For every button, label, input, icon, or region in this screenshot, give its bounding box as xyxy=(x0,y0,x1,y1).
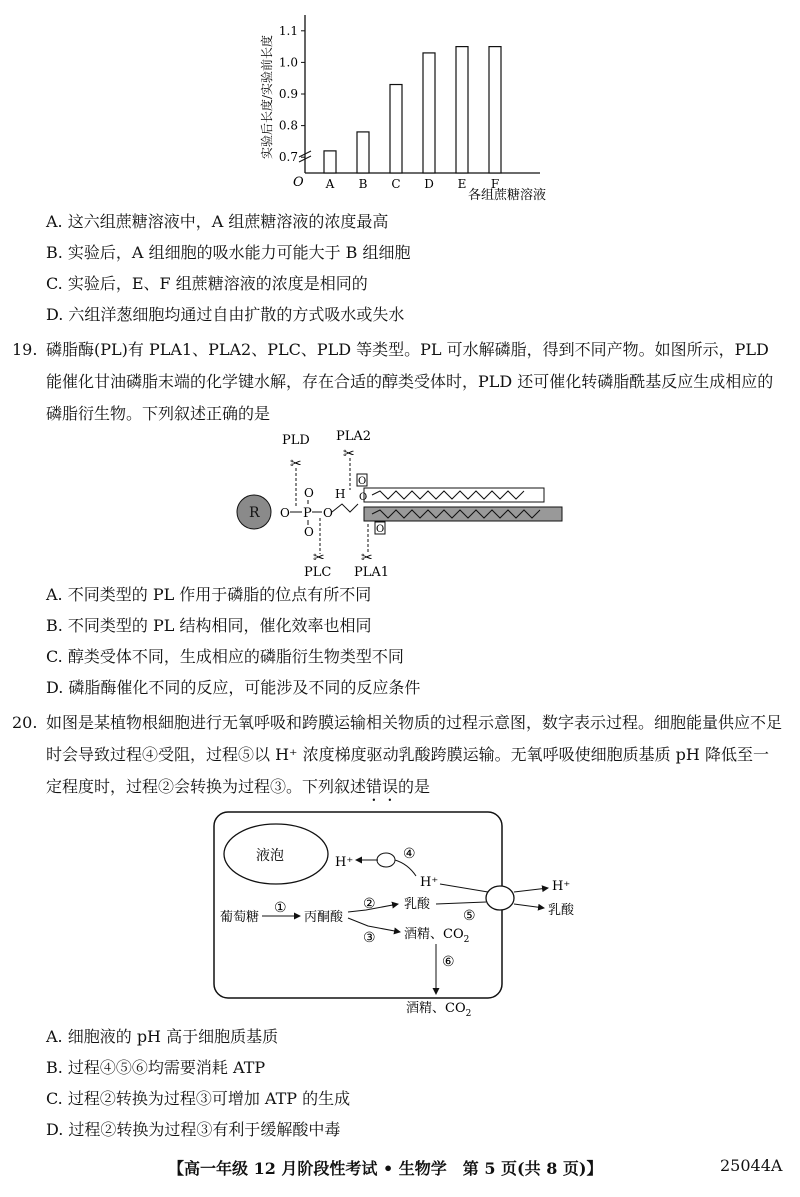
x-tick-label: C xyxy=(391,177,401,191)
q18-option-d: D. 六组洋葱细胞均通过自由扩散的方式吸水或失水 xyxy=(46,305,405,324)
y-tick-label: 0.8 xyxy=(278,118,298,133)
o-up: O xyxy=(304,486,314,500)
r-label: R xyxy=(249,505,260,521)
q19-number: 19. xyxy=(12,340,38,359)
q20-option-a: A. 细胞液的 pH 高于细胞质基质 xyxy=(46,1027,279,1046)
step-6: ⑥ xyxy=(442,954,455,970)
scissors-icon: ✂ xyxy=(290,456,302,472)
x-tick-label: E xyxy=(457,177,467,191)
chart-xlabel: 各组蔗糖溶液 xyxy=(467,188,547,203)
o-upper-link: O xyxy=(359,492,368,503)
bar-B xyxy=(357,132,369,173)
step-1: ① xyxy=(274,900,287,916)
o-upper-ester: O xyxy=(358,476,367,487)
x-tick-label: B xyxy=(358,177,368,191)
q19-option-b: B. 不同类型的 PL 结构相同，催化效率也相同 xyxy=(46,616,372,635)
q20-stem-main: 如图是某植物根細胞进行无氧呼吸和跨膜运输相关物质的过程示意图，数字表示过程。细胞能量供应不足时会导致过程④受阻，过程⑤以 H⁺ 浓度梯度驱动乳酸跨膜运输。无氧呼吸使细胞质基质 pH 降低至一定程度时，过程②会转换为过程③。下列叙述 xyxy=(46,713,783,796)
q18-option-a: A. 这六组蔗糖溶液中，A 组蔗糖溶液的浓度最高 xyxy=(46,212,389,231)
q20-option-c: C. 过程②转换为过程③可增加 ATP 的生成 xyxy=(46,1089,351,1108)
ethanol-label: 酒精、$CO_2$ xyxy=(404,927,470,945)
pld-label: PLD xyxy=(282,433,310,448)
fatty-acid-chain-upper xyxy=(364,488,544,502)
h-cytosol: H⁺ xyxy=(420,875,439,890)
q20-stem-emphasis: 错误 xyxy=(366,777,399,796)
pyruvate-label: 丙酮酸 xyxy=(304,910,344,925)
lactate-label: 乳酸 xyxy=(404,897,431,912)
bar-D xyxy=(423,53,435,173)
chart-ylabel: 实验后长度/实验前长度 xyxy=(260,34,274,160)
q20-number: 20. xyxy=(12,713,38,732)
scissors-icon: ✂ xyxy=(361,550,373,566)
vacuole-label: 液泡 xyxy=(256,848,284,864)
pla2-label: PLA2 xyxy=(336,429,372,444)
o-lower-ester: O xyxy=(376,524,385,535)
fatty-acid-chain-lower xyxy=(364,507,562,521)
bar-chart xyxy=(255,5,555,205)
step-5: ⑤ xyxy=(463,908,476,924)
x-tick-label: A xyxy=(325,177,335,191)
q20-stem xyxy=(46,707,784,805)
plc-label: PLC xyxy=(304,565,332,578)
h-outside: H⁺ xyxy=(552,879,571,894)
p-atom: P xyxy=(303,506,312,521)
o-left: O xyxy=(280,506,290,520)
q19-option-d: D. 磷脂酶催化不同的反应，可能涉及不同的反应条件 xyxy=(46,678,421,697)
step-3: ③ xyxy=(363,930,376,946)
y-tick-label: 1.1 xyxy=(278,23,298,38)
o-down: O xyxy=(304,525,314,539)
x-tick-label: D xyxy=(424,177,434,191)
h-atom: H xyxy=(335,487,346,501)
x-tick-label: F xyxy=(490,177,500,191)
footer-code: 25044A xyxy=(720,1156,783,1175)
y-tick-label: 1.0 xyxy=(278,55,298,70)
step-4: ④ xyxy=(403,846,416,862)
o-right: O xyxy=(323,506,333,520)
cell-diagram xyxy=(208,808,608,1020)
y-tick-label: 0.7 xyxy=(278,150,298,165)
bar-F xyxy=(489,47,501,173)
q20-option-d: D. 过程②转换为过程③有利于缓解酸中毒 xyxy=(46,1120,341,1139)
phospholipase-diagram xyxy=(232,428,572,578)
step-2: ② xyxy=(363,896,376,912)
y-tick-label: 0.9 xyxy=(278,87,298,101)
q19-stem: 磷脂酶(PL)有 PLA1、PLA2、PLC、PLD 等类型。PL 可水解磷脂，得到不同产物。如图所示，PLD 能催化甘油磷脂末端的化学键水解，存在合适的醇类受体时，PLD 还可催化转磷脂酰基反应生成相应的磷脂衍生物。下列叙述正确的是 xyxy=(46,340,774,423)
q18-option-c: C. 实验后，E、F 组蔗糖溶液的浓度是相同的 xyxy=(46,274,368,293)
membrane-transporter xyxy=(486,886,514,910)
scissors-icon: ✂ xyxy=(343,446,355,462)
footer-text: 【高一年级 12 月阶段性考试 • 生物学 第 5 页(共 8 页)】 xyxy=(168,1159,603,1178)
lactate-outside: 乳酸 xyxy=(548,903,575,918)
vacuole-transporter xyxy=(377,853,395,867)
q18-option-b: B. 实验后，A 组细胞的吸水能力可能大于 B 组细胞 xyxy=(46,243,411,262)
q20-stem-end: 的是 xyxy=(398,777,431,796)
q20-option-b: B. 过程④⑤⑥均需要消耗 ATP xyxy=(46,1058,266,1077)
bar-C xyxy=(390,85,402,173)
ethanol-outside-label: 酒精、$CO_2$ xyxy=(406,1001,472,1019)
scissors-icon: ✂ xyxy=(313,550,325,566)
bar-E xyxy=(456,47,468,173)
glucose-label: 葡萄糖 xyxy=(220,910,260,925)
pla1-label: PLA1 xyxy=(354,565,390,578)
chart-origin: O xyxy=(293,175,304,190)
q19-option-c: C. 醇类受体不同，生成相应的磷脂衍生物类型不同 xyxy=(46,647,404,666)
bar-A xyxy=(324,151,336,173)
q19-option-a: A. 不同类型的 PL 作用于磷脂的位点有所不同 xyxy=(46,585,372,604)
h-vacuole: H⁺ xyxy=(335,855,354,870)
